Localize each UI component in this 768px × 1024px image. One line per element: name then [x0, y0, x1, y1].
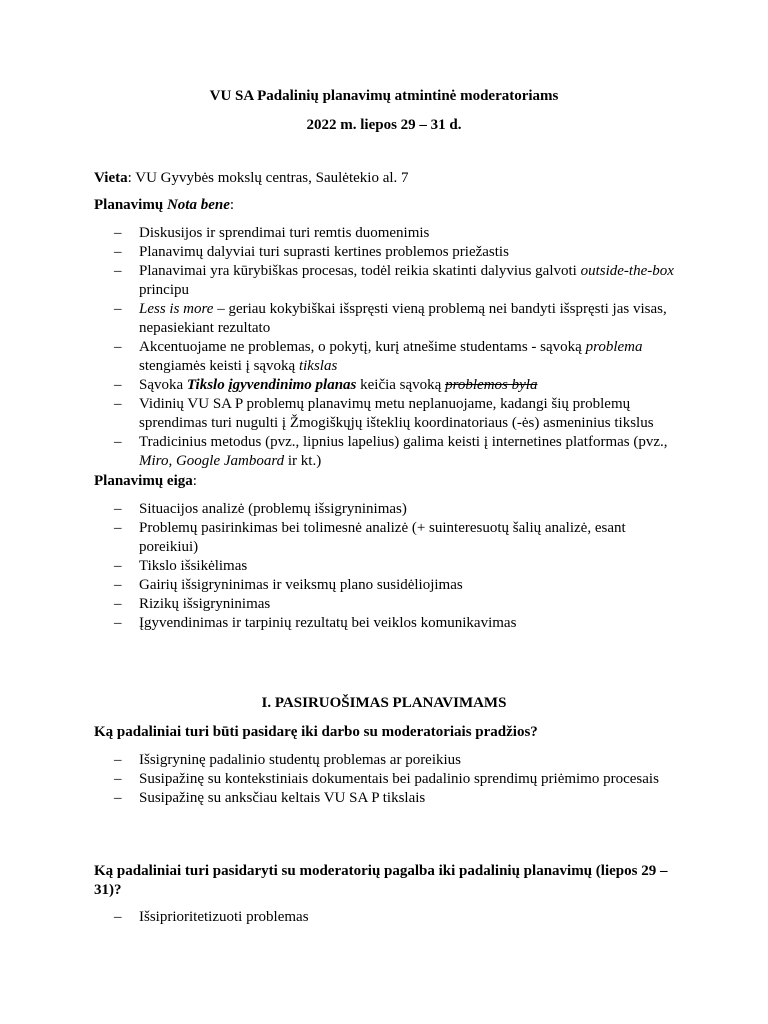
list-item: – Sąvoka Tikslo įgyvendinimo planas keičia sąvoką problemos byla	[114, 377, 538, 393]
document-title: VU SA Padalinių planavimų atmintinė moderatoriams	[209, 88, 559, 104]
location-line	[94, 169, 684, 188]
list-item: – Problemų pasirinkimas bei tolimesnė analizė (+ suinteresuotų šalių analizė, esant poreikiui)	[114, 520, 626, 555]
nota-bene-label-c: :	[229, 197, 235, 213]
list-item: – Akcentuojame ne problemas, o pokytį, kurį atnešime studentams - sąvoką problema stengiamės keisti į sąvoką tikslas	[114, 339, 643, 374]
flow-heading: Planavimų eiga:	[94, 473, 197, 489]
nota-bene-label-b: Nota bene	[166, 197, 230, 213]
flow-list	[94, 500, 684, 633]
question-2-list	[94, 908, 684, 927]
location-value: : VU Gyvybės mokslų centras, Saulėtekio al. 7	[127, 170, 409, 186]
document-date: 2022 m. liepos 29 – 31 d.	[306, 117, 462, 133]
question-2: Ką padaliniai turi pasidaryti su moderatorių pagalba iki padalinių planavimų (liepos 29 – 31)?	[94, 863, 668, 898]
nota-bene-label-a: Planavimų	[94, 197, 167, 213]
nota-bene-heading	[94, 196, 684, 215]
list-item: – Situacijos analizė (problemų išsigryninimas)	[114, 501, 407, 517]
list-item: – Planavimai yra kūrybiškas procesas, todėl reikia skatinti dalyvius galvoti outside-the-box principu	[114, 263, 674, 298]
location-label: Vieta	[94, 170, 128, 186]
list-item: – Tikslo išsikėlimas	[114, 558, 248, 574]
nota-bene-list	[94, 224, 684, 471]
list-item: – Diskusijos ir sprendimai turi remtis duomenimis	[114, 225, 430, 241]
list-item: – Tradicinius metodus (pvz., lipnius lapelius) galima keisti į internetines platformas (pvz., Miro, Google Jamboard ir kt.)	[114, 434, 668, 469]
question-1-list	[94, 751, 684, 808]
question-1: Ką padaliniai turi būti pasidarę iki darbo su moderatoriais pradžios?	[94, 724, 538, 740]
list-item: – Gairių išsigryninimas ir veiksmų plano susidėliojimas	[114, 577, 463, 593]
flow-label: Planavimų eiga	[94, 473, 193, 489]
list-item: – Vidinių VU SA P problemų planavimų metu neplanuojame, kadangi šių problemų sprendimas turi nugulti į Žmogiškųjų išteklių koordinatoriaus (-ės) asmeninius tikslus	[114, 396, 654, 431]
list-item: – Planavimų dalyviai turi suprasti kertines problemos priežastis	[114, 244, 509, 260]
list-item: – Susipažinę su anksčiau keltais VU SA P tikslais	[114, 790, 426, 806]
list-item: – Rizikų išsigryninimas	[114, 596, 271, 612]
list-item: – Įgyvendinimas ir tarpinių rezultatų bei veiklos komunikavimas	[114, 615, 517, 631]
list-item: – Išsiprioritetizuoti problemas	[114, 909, 309, 925]
list-item: – Išsigryninę padalinio studentų problemas ar poreikius	[114, 752, 462, 768]
section-title: I. PASIRUOŠIMAS PLANAVIMAMS	[261, 695, 507, 711]
list-item: – Less is more – geriau kokybiškai išspręsti vieną problemą nei bandyti išspręsti jas visas, nepasiekiant rezultato	[114, 301, 667, 336]
list-item: – Susipažinę su kontekstiniais dokumentais bei padalinio sprendimų priėmimo procesais	[114, 771, 659, 787]
